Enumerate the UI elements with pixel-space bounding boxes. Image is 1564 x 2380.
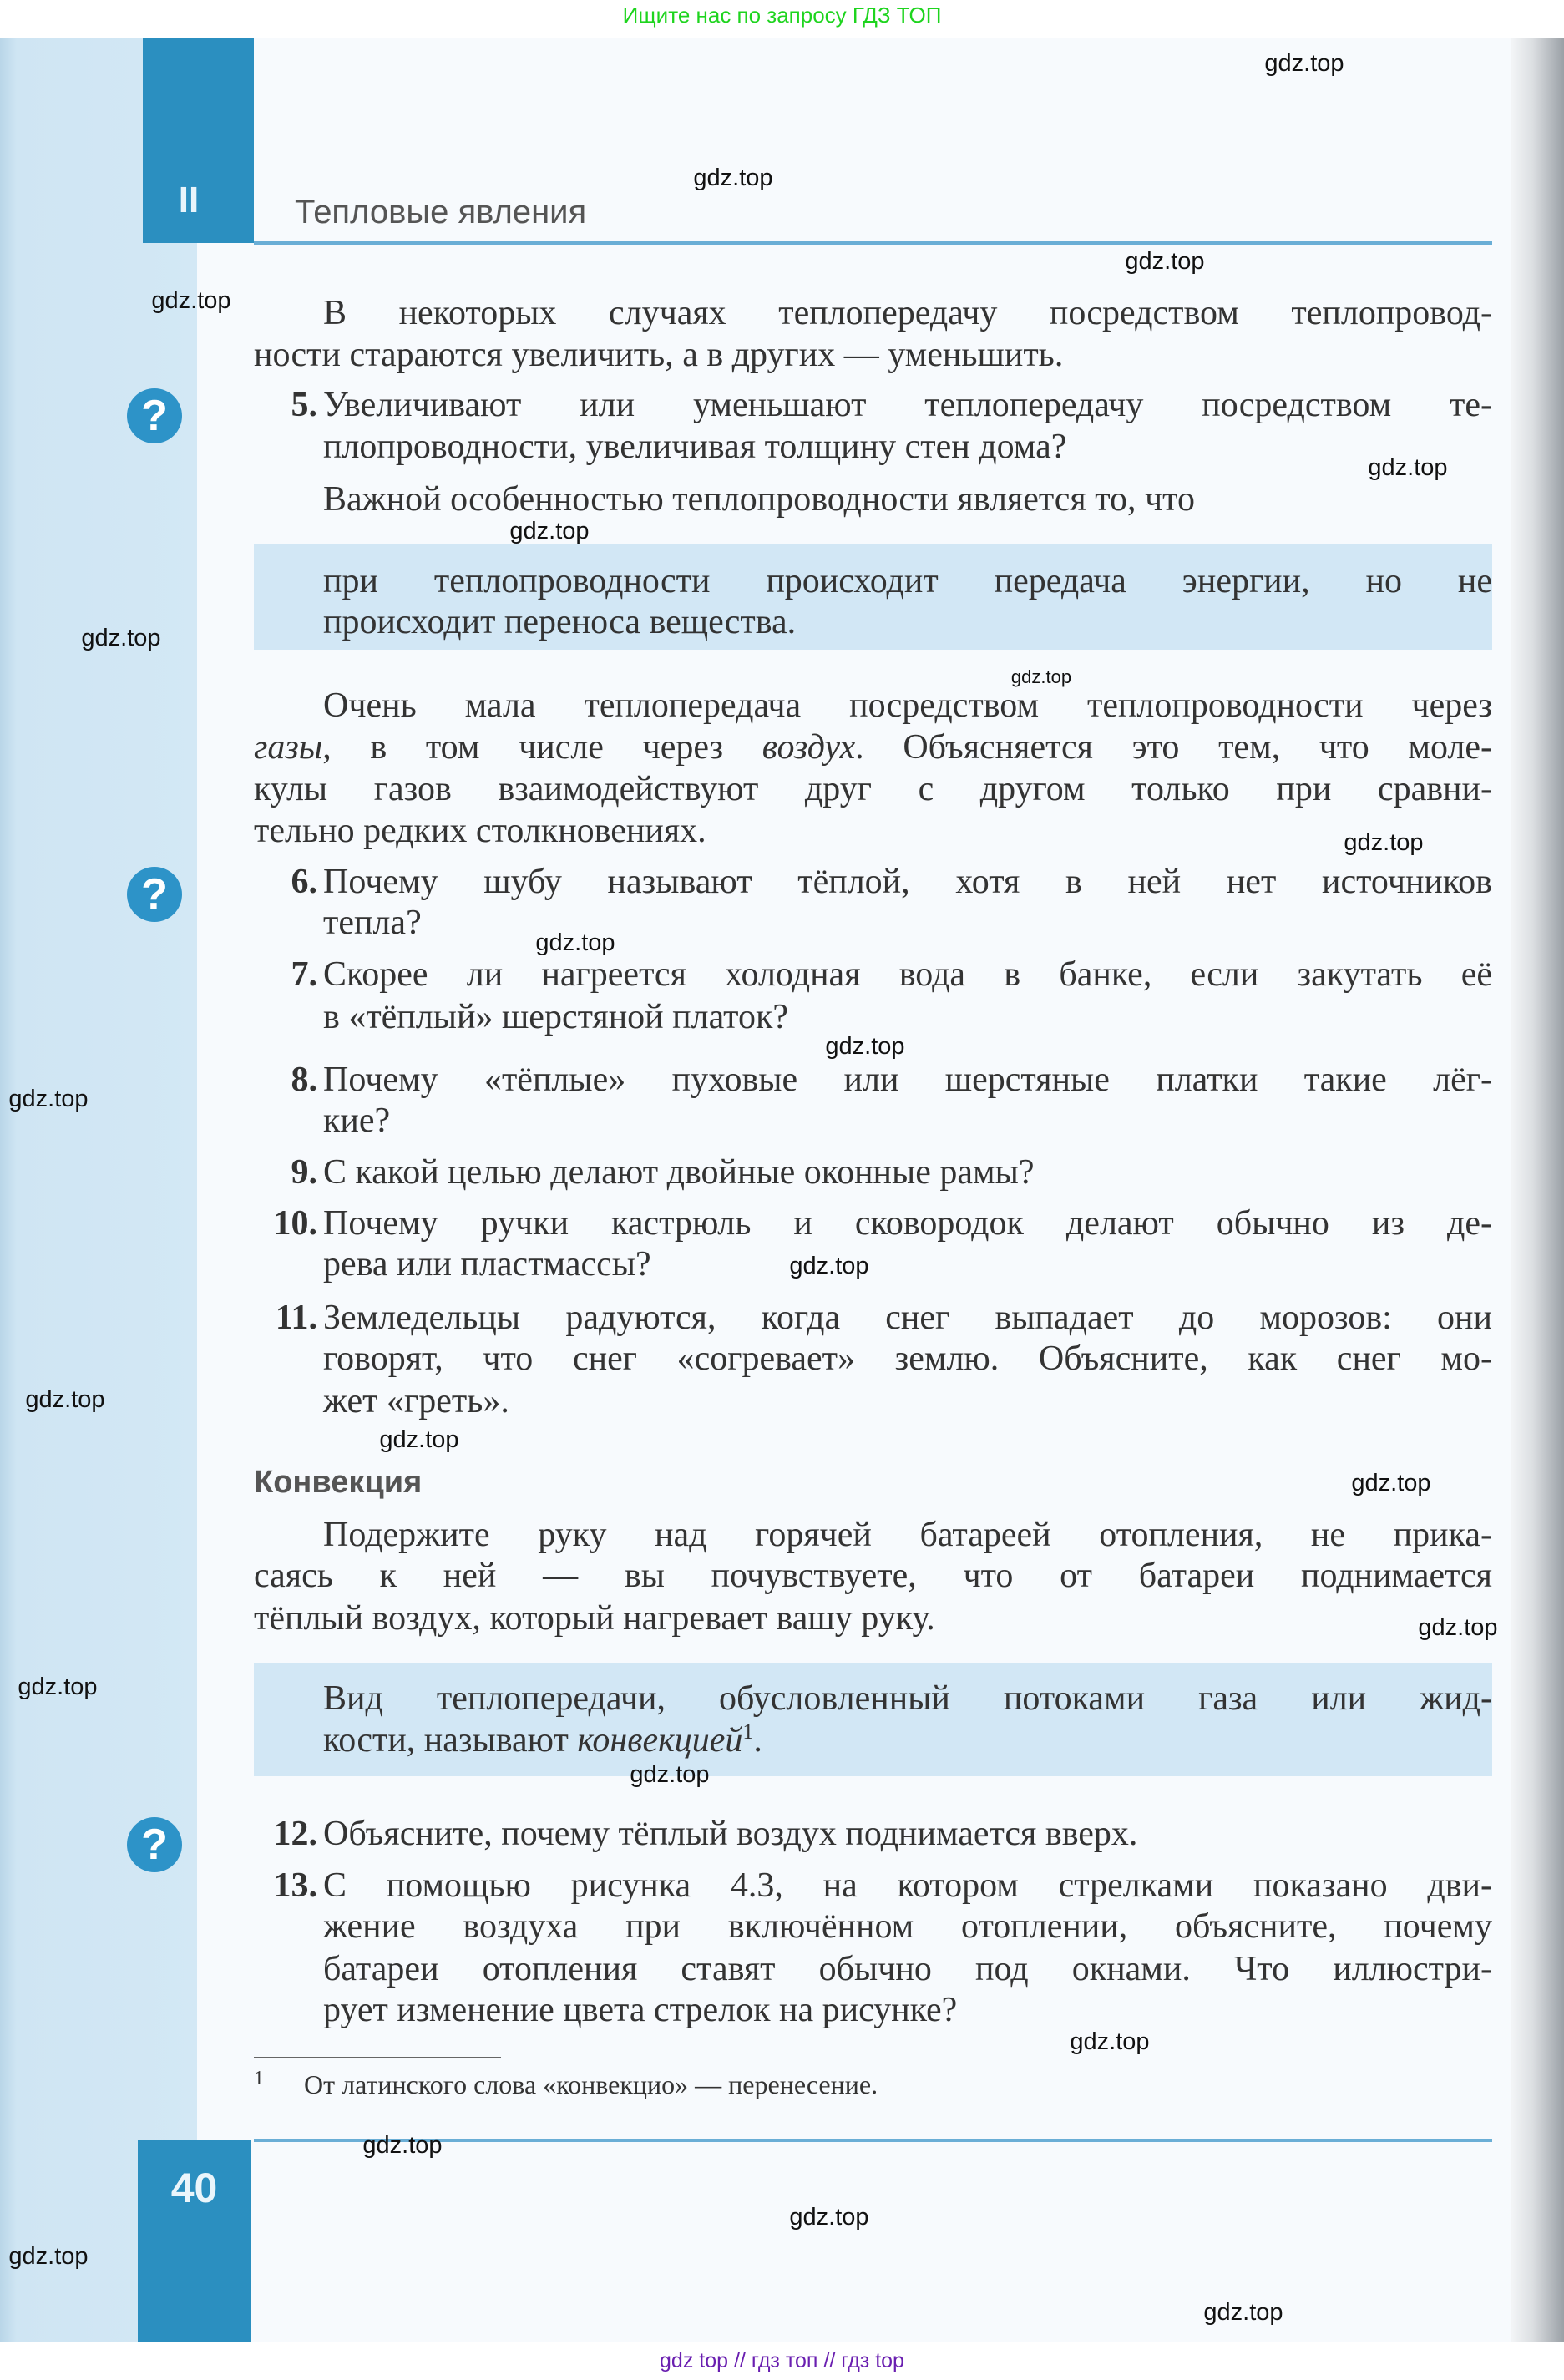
question-number: 10. bbox=[273, 1204, 317, 1243]
watermark: gdz.top bbox=[825, 1033, 905, 1060]
header-rule bbox=[254, 241, 1492, 245]
watermark: gdz.top bbox=[1203, 2299, 1283, 2326]
question-number: 9. bbox=[291, 1153, 317, 1192]
watermark: gdz.top bbox=[8, 2243, 89, 2270]
watermark: gdz.top bbox=[362, 2132, 443, 2159]
paragraph-line: ности стараются увеличить, а в других — уменьшить. bbox=[254, 336, 1064, 374]
watermark: gdz.top bbox=[693, 165, 773, 191]
top-banner[interactable]: Ищите нас по запросу ГДЗ ТОП bbox=[0, 0, 1564, 38]
watermark: gdz.top bbox=[25, 1386, 105, 1413]
watermark: gdz.top bbox=[1418, 1614, 1498, 1641]
paragraph-line: газы, в том числе через воздух. Объясняется это тем, что моле- bbox=[254, 728, 1492, 767]
watermark: gdz.top bbox=[18, 1674, 98, 1700]
footnote-ref: 1 bbox=[742, 1719, 754, 1744]
footer-links[interactable]: gdz top // гдз топ // гдз top bbox=[0, 2342, 1564, 2380]
question-mark-icon: ? bbox=[127, 388, 182, 443]
italic-term: воздух bbox=[762, 728, 856, 767]
watermark: gdz.top bbox=[1125, 248, 1205, 275]
question-number: 5. bbox=[291, 386, 317, 424]
question-number: 11. bbox=[275, 1299, 317, 1337]
watermark: gdz.top bbox=[535, 929, 615, 956]
page-number: 40 bbox=[170, 2165, 218, 2211]
question-text-line: Скорее ли нагреется холодная вода в банке, если закутать её bbox=[323, 955, 1492, 994]
watermark: gdz.top bbox=[8, 1086, 89, 1112]
paragraph-line: В некоторых случаях теплопередачу посредством теплопровод- bbox=[323, 294, 1492, 332]
watermark: gdz.top bbox=[151, 287, 231, 314]
question-text-line: Земледельцы радуются, когда снег выпадает до морозов: они bbox=[323, 1299, 1492, 1337]
question-text-line: в «тёплый» шерстяной платок? bbox=[323, 998, 788, 1036]
watermark: gdz.top bbox=[789, 2204, 869, 2231]
watermark: gdz.top bbox=[379, 1426, 459, 1453]
paragraph-line: кулы газов взаимодействуют друг с другом только при сравни- bbox=[254, 770, 1492, 808]
question-mark-icon: ? bbox=[127, 1817, 182, 1872]
paragraph-line: Очень мала теплопередача посредством теплопроводности через bbox=[323, 686, 1492, 725]
watermark: gdz.top bbox=[789, 1253, 869, 1279]
question-text-line: жение воздуха при включённом отоплении, объясните, почему bbox=[323, 1907, 1492, 1946]
page-edge bbox=[1511, 38, 1564, 2342]
watermark: gdz.top bbox=[1368, 454, 1448, 481]
watermark: gdz.top bbox=[81, 625, 161, 651]
footnote-text: От латинского слова «конвекцио» — перенесение. bbox=[304, 2069, 878, 2099]
paragraph-line: саясь к ней — вы почувствуете, что от батареи поднимается bbox=[254, 1557, 1492, 1595]
question-text-line: Увеличивают или уменьшают теплопередачу посредством те- bbox=[323, 386, 1492, 424]
watermark: gdz.top bbox=[1070, 2028, 1150, 2055]
question-text-line: говорят, что снег «согревает» землю. Объясните, как снег мо- bbox=[323, 1339, 1492, 1378]
question-number: 12. bbox=[273, 1815, 317, 1853]
question-text-line: рует изменение цвета стрелок на рисунке? bbox=[323, 1991, 958, 2029]
paragraph-line: Подержите руку над горячей батареей отопления, не прика- bbox=[323, 1516, 1492, 1554]
question-text-line: кие? bbox=[323, 1101, 391, 1140]
question-text-line: С какой целью делают двойные оконные рамы? bbox=[323, 1153, 1035, 1192]
definition-line: Вид теплопередачи, обусловленный потоками газа или жид- bbox=[323, 1679, 1492, 1718]
question-number: 8. bbox=[291, 1061, 317, 1099]
question-mark-icon: ? bbox=[127, 867, 182, 922]
footnote-mark: 1 bbox=[254, 2068, 264, 2089]
question-text-line: плопроводности, увеличивая толщину стен дома? bbox=[323, 428, 1067, 466]
question-text-line: С помощью рисунка 4.3, на котором стрелками показано дви- bbox=[323, 1866, 1492, 1905]
question-number: 7. bbox=[291, 955, 317, 994]
paragraph-line: тельно редких столкновениях. bbox=[254, 812, 706, 850]
italic-term: конвекцией bbox=[577, 1721, 743, 1760]
section-title: Конвекция bbox=[254, 1465, 423, 1500]
question-text-line: жет «греть». bbox=[323, 1382, 509, 1420]
paragraph-line: Важной особенностью теплопроводности является то, что bbox=[323, 480, 1195, 519]
italic-term: газы bbox=[254, 728, 323, 767]
footnote-rule bbox=[254, 2057, 501, 2058]
question-text-line: Почему ручки кастрюль и сковородок делают обычно из де- bbox=[323, 1204, 1492, 1243]
question-text-line: батареи отопления ставят обычно под окнами. Что иллюстри- bbox=[323, 1950, 1492, 1988]
question-text-line: Почему «тёплые» пуховые или шерстяные платки такие лёг- bbox=[323, 1061, 1492, 1099]
definition-line: происходит переноса вещества. bbox=[323, 603, 797, 641]
watermark: gdz.top bbox=[509, 518, 590, 544]
chapter-number: II bbox=[178, 180, 200, 220]
watermark: gdz.top bbox=[1010, 666, 1072, 687]
watermark: gdz.top bbox=[1264, 50, 1344, 77]
question-number: 6. bbox=[291, 863, 317, 901]
question-text-line: тепла? bbox=[323, 904, 422, 942]
watermark: gdz.top bbox=[1344, 829, 1424, 856]
question-text-line: Почему шубу называют тёплой, хотя в ней нет источников bbox=[323, 863, 1492, 901]
watermark: gdz.top bbox=[1351, 1470, 1431, 1496]
question-text-line: Объясните, почему тёплый воздух поднимается вверх. bbox=[323, 1815, 1138, 1853]
paragraph-line: тёплый воздух, который нагревает вашу руку. bbox=[254, 1599, 935, 1638]
page-margin-strip bbox=[0, 38, 197, 2342]
chapter-title: Тепловые явления bbox=[295, 194, 587, 230]
definition-line: кости, называют конвекцией$^1$. bbox=[323, 1719, 762, 1760]
watermark: gdz.top bbox=[630, 1761, 710, 1788]
question-text-line: рева или пластмассы? bbox=[323, 1245, 651, 1284]
definition-line: при теплопроводности происходит передача энергии, но не bbox=[323, 562, 1492, 600]
question-number: 13. bbox=[273, 1866, 317, 1905]
